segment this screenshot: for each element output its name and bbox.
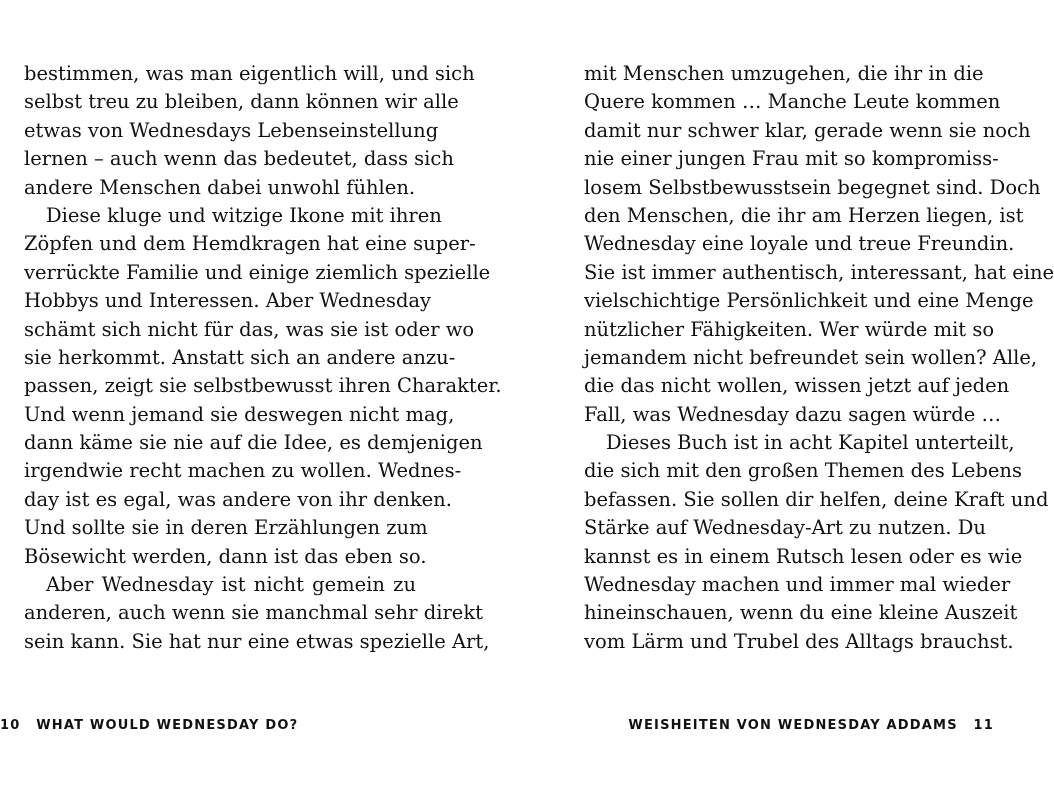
text-line: day ist es egal, was andere von ihr denken. (24, 487, 452, 511)
left-page (0, 0, 500, 800)
paragraph (24, 571, 490, 656)
text-line: verrückte Familie und einige ziemlich spezielle (24, 260, 491, 284)
text-line: andere Menschen dabei unwohl fühlen. (24, 175, 416, 199)
right-page (500, 0, 1054, 800)
paragraph (584, 429, 1049, 656)
paragraph (584, 60, 1054, 429)
text-line: sein kann. Sie hat nur eine etwas spezielle Art, (24, 629, 490, 653)
text-line: passen, zeigt sie selbstbewusst ihren Charakter. (24, 374, 502, 398)
text-line: Stärke auf Wednesday-Art zu nutzen. Du (584, 516, 986, 540)
text-line: Dieses Buch ist in acht Kapitel unterteilt, (606, 431, 1015, 455)
page-number: 10 (0, 718, 21, 733)
paragraph (24, 202, 502, 571)
text-line: etwas von Wednesdays Lebenseinstellung (24, 118, 439, 142)
text-line: nützlicher Fähigkeiten. Wer würde mit so (584, 317, 995, 341)
text-line: sie herkommt. Anstatt sich an andere anzu- (24, 345, 456, 369)
text-line: Fall, was Wednesday dazu sagen würde … (584, 402, 1001, 426)
text-line: selbst treu zu bleiben, dann können wir alle (24, 90, 459, 114)
text-line: losem Selbstbewusstsein begegnet sind. Doch (584, 175, 1041, 199)
text-line: Sie ist immer authentisch, interessant, hat eine (584, 260, 1054, 284)
text-line: Diese kluge und witzige Ikone mit ihren (46, 203, 442, 227)
text-line: Zöpfen und dem Hemdkragen hat eine super- (24, 232, 476, 256)
text-line: Und wenn jemand sie deswegen nicht mag, (24, 402, 455, 426)
text-line: die das nicht wollen, wissen jetzt auf jeden (584, 374, 1010, 398)
text-line: damit nur schwer klar, gerade wenn sie noch (584, 118, 1031, 142)
right-page-footer (628, 718, 994, 733)
text-line: nie einer jungen Frau mit so kompromiss- (584, 147, 999, 171)
text-line: den Menschen, die ihr am Herzen liegen, ist (584, 203, 1024, 227)
text-line: Hobbys und Interessen. Aber Wednesday (24, 289, 432, 313)
text-line: Wednesday eine loyale und treue Freundin. (584, 232, 1015, 256)
text-line: lernen – auch wenn das bedeutet, dass sich (24, 147, 454, 171)
text-line: vielschichtige Persönlichkeit und eine Menge (584, 289, 1034, 313)
text-line: schämt sich nicht für das, was sie ist oder wo (24, 317, 475, 341)
text-line: dann käme sie nie auf die Idee, es demjenigen (24, 431, 483, 455)
text-line: vom Lärm und Trubel des Alltags brauchst. (584, 629, 1014, 653)
text-line: mit Menschen umzugehen, die ihr in die (584, 62, 984, 85)
text-line: Aber Wednesday ist nicht gemein zu (46, 573, 416, 597)
text-line: Bösewicht werden, dann ist das eben so. (24, 544, 427, 568)
text-line: jemandem nicht befreundet sein wollen? Alle, (584, 345, 1038, 369)
text-line: anderen, auch wenn sie manchmal sehr direkt (24, 601, 483, 625)
paragraph (24, 60, 475, 202)
running-title: WEISHEITEN VON WEDNESDAY ADDAMS (628, 718, 958, 733)
text-line: bestimmen, was man eigentlich will, und sich (24, 62, 475, 85)
text-line: Wednesday machen und immer mal wieder (584, 573, 1011, 597)
left-page-body (24, 60, 502, 656)
text-line: kannst es in einem Rutsch lesen oder es wie (584, 544, 1023, 568)
left-page-footer (0, 718, 298, 733)
text-line: irgendwie recht machen zu wollen. Wednes- (24, 459, 462, 483)
text-line: hineinschauen, wenn du eine kleine Auszeit (584, 601, 1018, 625)
running-title: WHAT WOULD WEDNESDAY DO? (36, 718, 299, 733)
right-page-body (584, 60, 1054, 656)
text-line: Und sollte sie in deren Erzählungen zum (24, 516, 428, 540)
page-number: 11 (973, 718, 994, 733)
text-line: Quere kommen … Manche Leute kommen (584, 90, 1001, 114)
text-line: die sich mit den großen Themen des Lebens (584, 459, 1022, 483)
text-line: befassen. Sie sollen dir helfen, deine Kraft und (584, 487, 1049, 511)
